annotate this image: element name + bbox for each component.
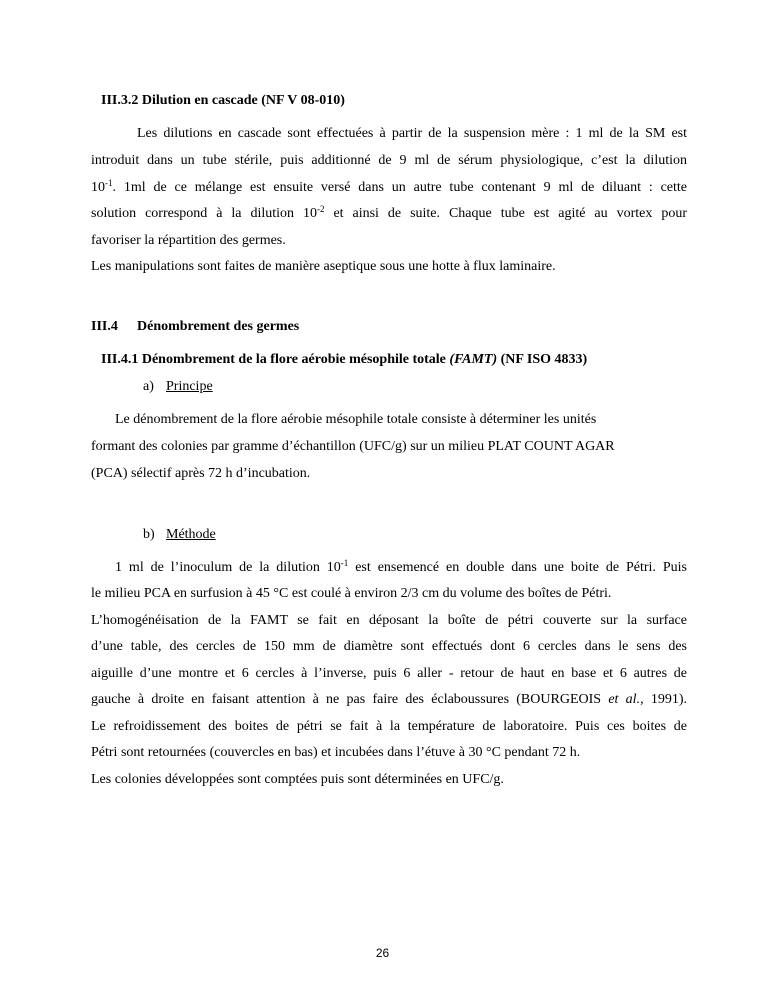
subheading-methode: Méthode <box>166 527 216 542</box>
paragraph-line: introduit dans un tube stérile, puis additionné de 9 ml de sérum physiologique, c’est la dilution <box>91 153 687 168</box>
page-number: 26 <box>375 946 390 960</box>
section-heading-3-3-2: III.3.2 Dilution en cascade (NF V 08-010) <box>101 93 345 108</box>
paragraph-line <box>91 692 687 708</box>
text-fragment: et ainsi de suite. Chaque tube est agité au vortex pour <box>324 206 687 221</box>
list-marker-b: b) <box>143 527 155 542</box>
paragraph-line: Pétri sont retournées (couvercles en bas) et incubées dans l’étuve à 30 °C pendant 72 h. <box>91 745 581 760</box>
section-heading-3-4-number: III.4 <box>91 319 118 334</box>
paragraph-line: favoriser la répartition des germes. <box>91 233 286 248</box>
superscript: -1 <box>105 178 113 188</box>
text-fragment: . 1ml de ce mélange est ensuite versé dans un autre tube contenant 9 ml de diluant : cette <box>112 180 687 195</box>
paragraph-line: L’homogénéisation de la FAMT se fait en déposant la boîte de pétri couverte sur la surface <box>91 613 687 628</box>
heading-fragment: (NF ISO 4833) <box>497 352 588 367</box>
text-fragment: 1 ml de l’inoculum de la dilution 10 <box>115 560 341 575</box>
paragraph-line: Le dénombrement de la flore aérobie mésophile totale consiste à déterminer les unités <box>115 412 597 427</box>
superscript: -1 <box>340 558 349 568</box>
paragraph-line: Les colonies développées sont comptées puis sont déterminées en UFC/g. <box>91 772 504 787</box>
paragraph-line: aiguille d’une montre et 6 cercles à l’inverse, puis 6 aller - retour de haut en base et 6 autres de <box>91 666 687 681</box>
text-fragment: solution correspond à la dilution 10 <box>91 206 317 221</box>
heading-italic: (FAMT) <box>449 352 498 367</box>
paragraph-line: formant des colonies par gramme d’échantillon (UFC/g) sur un milieu PLAT COUNT AGAR <box>91 439 615 454</box>
heading-fragment: III.4.1 Dénombrement de la flore aérobie mésophile totale <box>101 352 450 367</box>
section-heading-3-4: Dénombrement des germes <box>137 319 300 334</box>
paragraph-line <box>91 560 687 576</box>
superscript: -2 <box>316 204 325 214</box>
paragraph-line <box>91 180 687 196</box>
paragraph-line: Le refroidissement des boites de pétri se fait à la température de laboratoire. Puis ces boites de <box>91 719 687 734</box>
subheading-principe: Principe <box>166 379 213 394</box>
text-fragment: , 1991). <box>640 692 687 707</box>
paragraph-line: (PCA) sélectif après 72 h d’incubation. <box>91 466 311 481</box>
text-fragment: est ensemencé en double dans une boite de Pétri. Puis <box>348 560 687 575</box>
citation-italic: et al. <box>608 692 641 707</box>
paragraph-line: le milieu PCA en surfusion à 45 °C est coulé à environ 2/3 cm du volume des boîtes de Pétri. <box>91 586 612 601</box>
text-fragment: gauche à droite en faisant attention à ne pas faire des éclaboussures (BOURGEOIS <box>91 692 609 707</box>
paragraph-line: d’une table, des cercles de 150 mm de diamètre sont effectués dont 6 cercles dans le sens des <box>91 639 687 654</box>
paragraph-line: Les dilutions en cascade sont effectuées à partir de la suspension mère : 1 ml de la SM est <box>137 126 687 141</box>
text-fragment: 10 <box>91 180 105 195</box>
list-marker-a: a) <box>143 379 154 394</box>
paragraph-line <box>91 206 687 222</box>
section-heading-3-4-1 <box>101 352 587 368</box>
paragraph-line: Les manipulations sont faites de manière aseptique sous une hotte à flux laminaire. <box>91 259 556 274</box>
